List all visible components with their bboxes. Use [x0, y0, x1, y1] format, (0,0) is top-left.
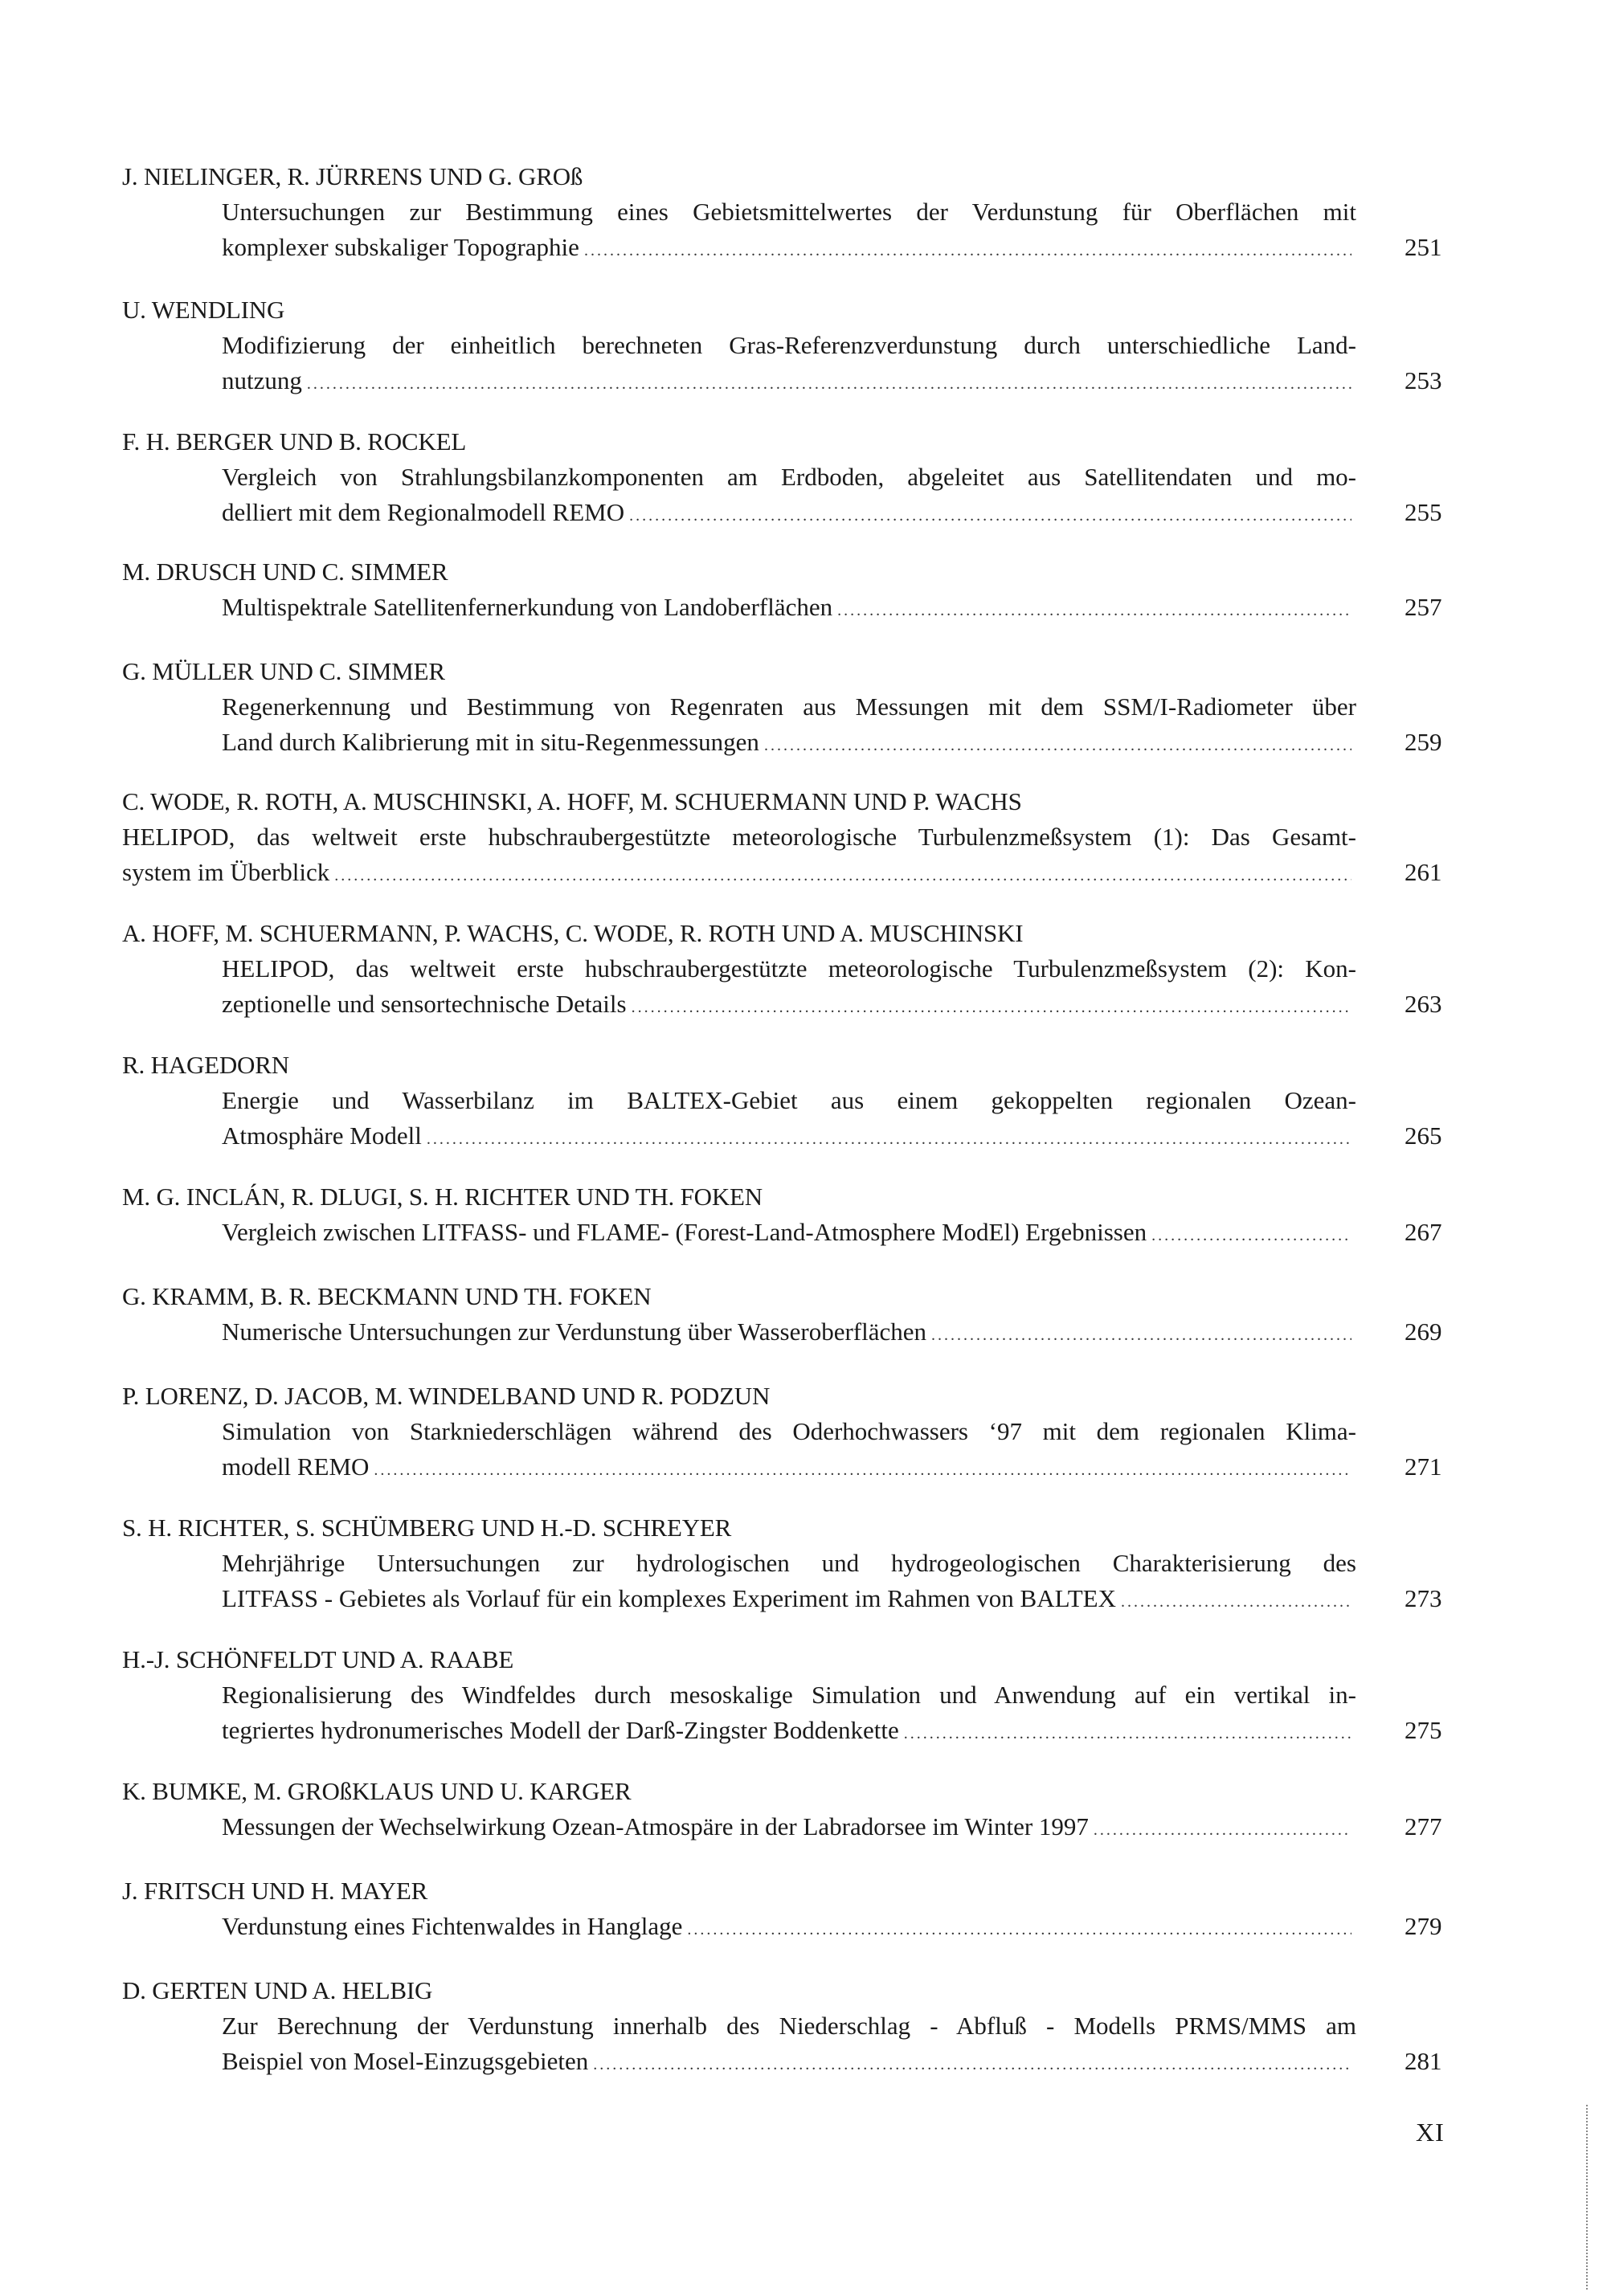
entry-page-number: 279	[1405, 1912, 1442, 1940]
entry-title-line: HELIPOD, das weltweit erste hubschraubergestützte meteorologische Turbulenzmeßsystem (1): Das Gesamt-	[122, 823, 1356, 851]
entry-title-line: komplexer subskaliger Topographie	[222, 233, 579, 261]
entry-page-number: 275	[1405, 1716, 1442, 1744]
entry-title-line: zeptionelle und sensortechnische Details	[222, 990, 627, 1018]
entry-page-number: 259	[1405, 728, 1442, 756]
entry-title	[222, 1677, 1356, 1748]
entry-title-last-line	[222, 1809, 1356, 1845]
entry-title-line: Energie und Wasserbilanz im BALTEX-Gebiet aus einem gekoppelten regionalen Ozean-	[222, 1086, 1356, 1114]
entry-title	[222, 951, 1356, 1022]
entry-title	[222, 1215, 1356, 1250]
scan-edge-marks	[1586, 2105, 1590, 2290]
entry-title-line: Regionalisierung des Windfeldes durch mesoskalige Simulation und Anwendung auf ein vertikal in-	[222, 1681, 1356, 1709]
dot-leader	[334, 855, 1351, 893]
entry-title-last-line	[222, 363, 1356, 398]
entry-page-number: 257	[1405, 593, 1442, 621]
dot-leader	[904, 1713, 1351, 1751]
entry-title-last-line	[222, 590, 1356, 625]
page-number-folio: XI	[1416, 2118, 1445, 2147]
entry-authors: J. NIELINGER, R. JÜRRENS UND G. GROß	[122, 162, 583, 190]
entry-title-line: modell REMO	[222, 1452, 370, 1481]
entry-page-number: 263	[1405, 990, 1442, 1018]
entry-title-last-line	[222, 1314, 1356, 1350]
entry-authors: P. LORENZ, D. JACOB, M. WINDELBAND UND R. PODZUN	[122, 1382, 771, 1410]
entry-title-last-line	[222, 230, 1356, 265]
entry-title	[222, 1083, 1356, 1154]
entry-title-last-line	[122, 855, 1356, 890]
entry-title	[222, 328, 1356, 398]
entry-authors: U. WENDLING	[122, 296, 285, 324]
entry-page-number: 267	[1405, 1218, 1442, 1246]
dot-leader	[1121, 1581, 1351, 1620]
entry-page-number: 251	[1405, 233, 1442, 261]
dot-leader	[593, 2044, 1351, 2082]
entry-title-line: Numerische Untersuchungen zur Verdunstung über Wasseroberflächen	[222, 1318, 926, 1346]
entry-page-number: 271	[1405, 1452, 1442, 1481]
entry-title	[222, 194, 1356, 265]
entry-title-line: Beispiel von Mosel-Einzugsgebieten	[222, 2047, 589, 2075]
dot-leader	[584, 230, 1351, 268]
entry-title-line: Messungen der Wechselwirkung Ozean-Atmospäre in der Labradorsee im Winter 1997	[222, 1812, 1089, 1840]
entry-authors: M. G. INCLÁN, R. DLUGI, S. H. RICHTER UND TH. FOKEN	[122, 1183, 763, 1211]
entry-authors: G. MÜLLER UND C. SIMMER	[122, 657, 445, 685]
entry-authors: A. HOFF, M. SCHUERMANN, P. WACHS, C. WODE, R. ROTH UND A. MUSCHINSKI	[122, 919, 1024, 947]
entry-authors: C. WODE, R. ROTH, A. MUSCHINSKI, A. HOFF, M. SCHUERMANN UND P. WACHS	[122, 787, 1022, 815]
entry-title-line: Vergleich von Strahlungsbilanzkomponenten am Erdboden, abgeleitet aus Satellitendaten und mo-	[222, 463, 1356, 491]
entry-title-line: LITFASS - Gebietes als Vorlauf für ein komplexes Experiment im Rahmen von BALTEX	[222, 1584, 1116, 1612]
entry-title	[222, 1909, 1356, 1944]
entry-title	[222, 1414, 1356, 1485]
entry-page-number: 255	[1405, 498, 1442, 526]
dot-leader	[307, 363, 1351, 402]
entry-title-line: Mehrjährige Untersuchungen zur hydrologischen und hydrogeologischen Charakterisierung des	[222, 1549, 1356, 1577]
dot-leader	[1094, 1809, 1351, 1848]
entry-title-last-line	[222, 1118, 1356, 1154]
entry-authors: M. DRUSCH UND C. SIMMER	[122, 558, 448, 586]
entry-title	[222, 2008, 1356, 2079]
dot-leader	[931, 1314, 1351, 1353]
entry-title	[222, 590, 1356, 625]
entry-page-number: 277	[1405, 1812, 1442, 1840]
entry-authors: S. H. RICHTER, S. SCHÜMBERG UND H.-D. SCHREYER	[122, 1514, 732, 1542]
entry-title-last-line	[222, 987, 1356, 1022]
dot-leader	[427, 1118, 1351, 1157]
entry-title-last-line	[222, 1713, 1356, 1748]
entry-title-line: Multispektrale Satellitenfernerkundung von Landoberflächen	[222, 593, 833, 621]
entry-title-last-line	[222, 495, 1356, 530]
entry-title-line: Zur Berechnung der Verdunstung innerhalb des Niederschlag - Abfluß - Modells PRMS/MMS am	[222, 2012, 1356, 2040]
entry-authors: D. GERTEN UND A. HELBIG	[122, 1976, 433, 2004]
entry-page-number: 261	[1405, 858, 1442, 886]
dot-leader	[632, 987, 1351, 1025]
entry-title-line: delliert mit dem Regionalmodell REMO	[222, 498, 625, 526]
entry-title	[222, 1809, 1356, 1845]
entry-authors: R. HAGEDORN	[122, 1051, 289, 1079]
entry-authors: H.-J. SCHÖNFELDT UND A. RAABE	[122, 1645, 514, 1673]
entry-title	[122, 819, 1356, 890]
entry-title	[222, 460, 1356, 530]
entry-authors: G. KRAMM, B. R. BECKMANN UND TH. FOKEN	[122, 1282, 652, 1310]
entry-title-line: Land durch Kalibrierung mit in situ-Regenmessungen	[222, 728, 759, 756]
entry-title-line: system im Überblick	[122, 858, 330, 886]
entry-page-number: 269	[1405, 1318, 1442, 1346]
entry-page-number: 265	[1405, 1121, 1442, 1150]
entry-title	[222, 1314, 1356, 1350]
entry-title-line: tegriertes hydronumerisches Modell der Darß-Zingster Boddenkette	[222, 1716, 899, 1744]
entry-authors: K. BUMKE, M. GROßKLAUS UND U. KARGER	[122, 1777, 632, 1805]
entry-title	[222, 1546, 1356, 1616]
entry-page-number: 253	[1405, 366, 1442, 394]
dot-leader	[764, 725, 1351, 763]
dot-leader	[687, 1909, 1351, 1947]
entry-title-last-line	[222, 1909, 1356, 1944]
entry-title-line: Atmosphäre Modell	[222, 1121, 422, 1150]
entry-title-last-line	[222, 1581, 1356, 1616]
entry-title-last-line	[222, 725, 1356, 760]
dot-leader	[374, 1449, 1351, 1488]
entry-title	[222, 689, 1356, 760]
entry-title-line: HELIPOD, das weltweit erste hubschraubergestützte meteorologische Turbulenzmeßsystem (2): Kon-	[222, 954, 1356, 983]
entry-page-number: 281	[1405, 2047, 1442, 2075]
entry-authors: J. FRITSCH UND H. MAYER	[122, 1877, 428, 1905]
dot-leader	[1151, 1215, 1351, 1253]
entry-title-last-line	[222, 1449, 1356, 1485]
dot-leader	[629, 495, 1351, 533]
entry-title-line: Verdunstung eines Fichtenwaldes in Hanglage	[222, 1912, 683, 1940]
entry-title-line: Regenerkennung und Bestimmung von Regenraten aus Messungen mit dem SSM/I-Radiometer über	[222, 692, 1356, 721]
entry-title-line: Vergleich zwischen LITFASS- und FLAME- (Forest-Land-Atmosphere ModEl) Ergebnissen	[222, 1218, 1147, 1246]
entry-title-last-line	[222, 2044, 1356, 2079]
entry-title-line: Modifizierung der einheitlich berechneten Gras-Referenzverdunstung durch unterschiedliche Land-	[222, 331, 1356, 359]
dot-leader	[837, 590, 1351, 628]
entry-title-line: Untersuchungen zur Bestimmung eines Gebietsmittelwertes der Verdunstung für Oberflächen mit	[222, 198, 1356, 226]
entry-page-number: 273	[1405, 1584, 1442, 1612]
entry-title-line: Simulation von Starkniederschlägen während des Oderhochwassers ‘97 mit dem regionalen Klima-	[222, 1417, 1356, 1445]
entry-authors: F. H. BERGER UND B. ROCKEL	[122, 427, 467, 456]
entry-title-last-line	[222, 1215, 1356, 1250]
entry-title-line: nutzung	[222, 366, 302, 394]
